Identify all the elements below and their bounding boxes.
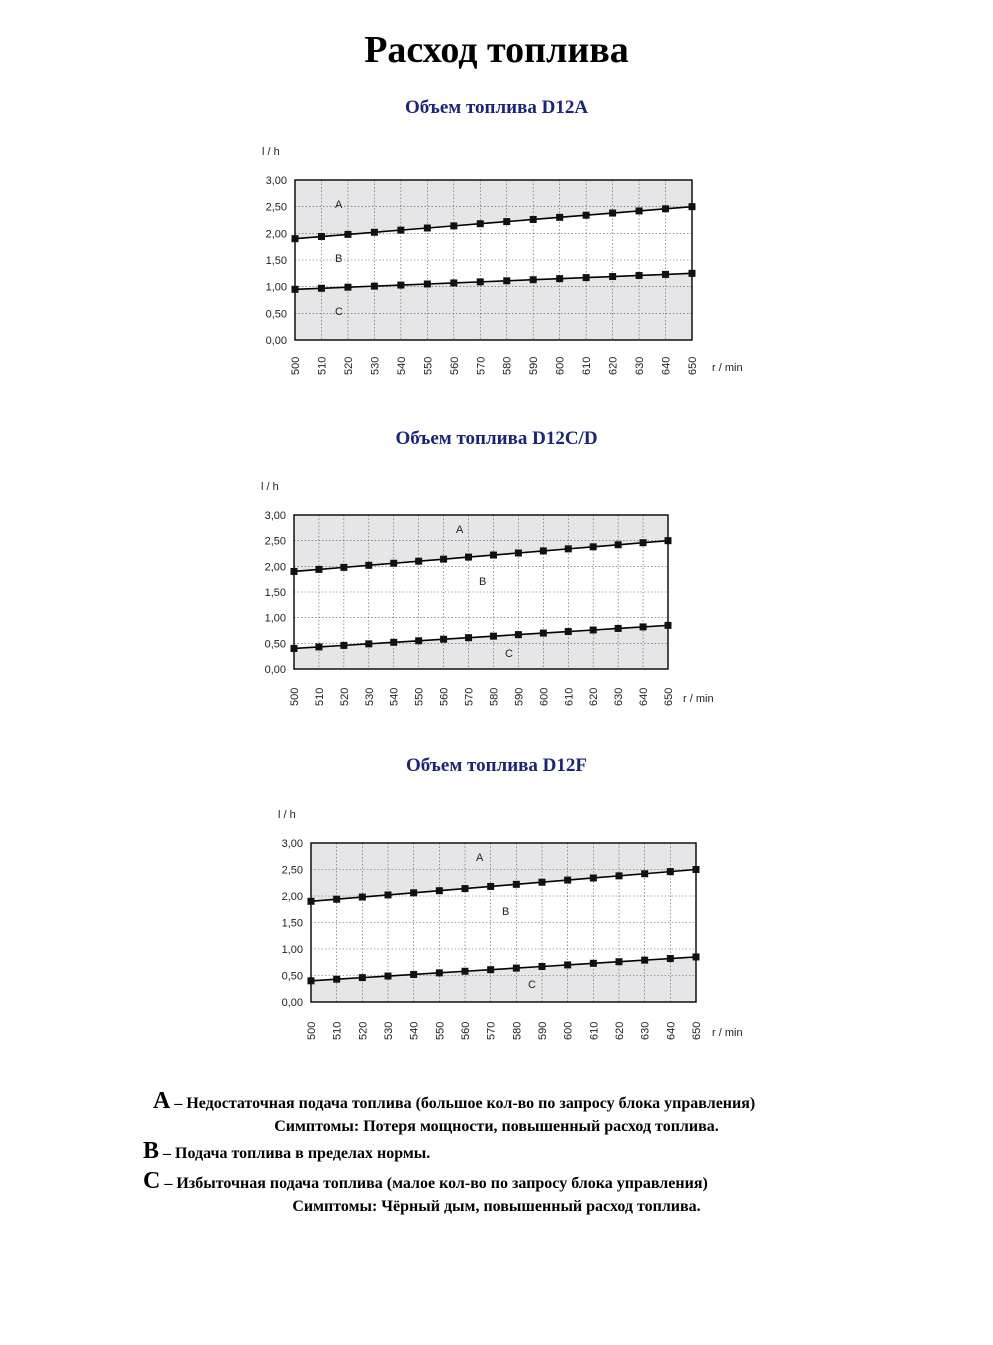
y-tick-label: 1,50 — [264, 587, 286, 599]
x-tick-label: 620 — [614, 1021, 626, 1040]
y-tick-label: 3,00 — [281, 838, 303, 850]
x-tick-label: 550 — [413, 687, 426, 706]
x-tick-label: 650 — [691, 1021, 703, 1040]
y-tick-label: 0,50 — [281, 970, 303, 983]
data-point-marker — [359, 894, 366, 901]
data-point-marker — [616, 872, 623, 879]
data-point-marker — [693, 866, 700, 873]
x-tick-label: 530 — [363, 687, 376, 706]
data-point-marker — [333, 896, 340, 903]
legend-b-letter: B — [143, 1138, 160, 1164]
region-label-c: C — [335, 306, 343, 318]
x-tick-label: 610 — [588, 1021, 601, 1040]
x-tick-label: 500 — [290, 356, 302, 375]
x-tick-label: 580 — [488, 687, 501, 706]
data-point-marker — [667, 955, 674, 962]
chart-title-d12a: Объем топлива D12A — [404, 97, 589, 118]
y-tick-label: 2,00 — [265, 228, 287, 241]
x-tick-label: 610 — [563, 687, 576, 706]
x-tick-label: 550 — [434, 1021, 447, 1040]
data-point-marker — [333, 976, 340, 983]
y-tick-label: 1,00 — [264, 612, 286, 625]
region-label-b: B — [479, 576, 487, 588]
x-tick-label: 570 — [463, 687, 476, 706]
data-point-marker — [410, 889, 417, 896]
x-axis-label: r / min — [712, 362, 743, 374]
x-tick-label: 630 — [613, 687, 626, 706]
y-tick-label: 0,50 — [264, 638, 286, 651]
region-label-c: C — [528, 979, 536, 991]
data-point-marker — [487, 966, 494, 973]
y-tick-label: 3,00 — [265, 175, 287, 187]
data-point-marker — [513, 881, 520, 888]
data-point-marker — [590, 960, 597, 967]
y-tick-label: 0,00 — [264, 664, 286, 676]
data-point-marker — [641, 870, 648, 877]
legend-b-text: – Подача топлива в пределах нормы. — [163, 1145, 431, 1162]
legend-c-letter: C — [143, 1168, 161, 1194]
y-axis-label: l / h — [262, 146, 280, 158]
region-label-b: B — [502, 906, 510, 918]
x-tick-label: 500 — [306, 1021, 318, 1040]
x-tick-label: 500 — [289, 687, 301, 706]
x-tick-label: 570 — [485, 1021, 498, 1040]
chart-title-d12f: Объем топлива D12F — [406, 755, 587, 776]
x-tick-label: 590 — [537, 1021, 549, 1040]
data-point-marker — [564, 961, 571, 968]
x-tick-label: 600 — [562, 1021, 575, 1040]
region-label-b: B — [335, 253, 343, 265]
x-axis-label: r / min — [712, 1027, 743, 1039]
region-label-a: A — [456, 524, 464, 536]
x-tick-label: 520 — [342, 356, 355, 375]
y-tick-label: 0,00 — [265, 335, 287, 347]
x-tick-label: 620 — [607, 356, 620, 375]
x-tick-label: 560 — [448, 356, 461, 375]
y-tick-label: 2,50 — [264, 535, 286, 548]
x-tick-label: 620 — [588, 687, 601, 706]
y-axis-label: l / h — [278, 809, 296, 821]
x-tick-label: 580 — [511, 1021, 524, 1040]
y-tick-label: 2,50 — [265, 201, 287, 214]
y-tick-label: 2,00 — [281, 891, 303, 903]
data-point-marker — [616, 958, 623, 965]
x-tick-label: 520 — [338, 687, 351, 706]
data-point-marker — [359, 974, 366, 981]
x-tick-label: 640 — [638, 687, 651, 706]
x-tick-label: 570 — [475, 356, 488, 375]
region-label-a: A — [476, 852, 484, 864]
legend-c-symptoms: Симптомы: Чёрный дым, повышенный расход топлива. — [292, 1198, 701, 1215]
x-tick-label: 530 — [383, 1021, 395, 1040]
y-tick-label: 0,00 — [281, 997, 303, 1009]
data-point-marker — [462, 968, 469, 975]
x-axis-label: r / min — [683, 693, 714, 705]
x-tick-label: 630 — [639, 1021, 652, 1040]
data-point-marker — [436, 887, 443, 894]
x-tick-label: 580 — [501, 356, 514, 375]
data-point-marker — [462, 885, 469, 892]
data-point-marker — [667, 868, 674, 875]
x-tick-label: 560 — [438, 687, 451, 706]
data-point-marker — [410, 971, 417, 978]
y-tick-label: 2,00 — [264, 561, 286, 574]
x-tick-label: 640 — [660, 356, 673, 375]
x-tick-label: 510 — [331, 1021, 344, 1040]
x-tick-label: 510 — [316, 356, 329, 375]
y-tick-label: 1,00 — [265, 281, 287, 294]
data-point-marker — [436, 969, 443, 976]
x-tick-label: 590 — [528, 356, 541, 375]
y-tick-label: 3,00 — [264, 510, 286, 522]
legend-a-symptoms: Симптомы: Потеря мощности, повышенный расход топлива. — [274, 1118, 719, 1135]
x-tick-label: 530 — [369, 356, 382, 375]
x-tick-label: 650 — [687, 356, 699, 375]
data-point-marker — [513, 965, 520, 972]
data-point-marker — [385, 891, 392, 898]
data-point-marker — [693, 953, 700, 960]
legend-a-text: – Недостаточная подача топлива (большое кол-во по запросу блока управления) — [174, 1095, 756, 1112]
x-tick-label: 540 — [408, 1021, 421, 1040]
region-label-c: C — [505, 648, 513, 660]
legend-a — [153, 1088, 755, 1115]
legend-c-text: – Избыточная подача топлива (малое кол-во по запросу блока управления) — [164, 1175, 708, 1192]
x-tick-label: 600 — [538, 687, 551, 706]
x-tick-label: 510 — [313, 687, 326, 706]
x-tick-label: 540 — [395, 356, 408, 375]
data-point-marker — [590, 874, 597, 881]
y-tick-label: 1,50 — [265, 255, 287, 267]
x-tick-label: 520 — [357, 1021, 370, 1040]
data-point-marker — [564, 877, 571, 884]
x-tick-label: 610 — [581, 356, 594, 375]
y-tick-label: 2,50 — [281, 864, 303, 877]
x-tick-label: 590 — [513, 687, 526, 706]
x-tick-label: 640 — [665, 1021, 678, 1040]
data-point-marker — [539, 879, 546, 886]
y-tick-label: 1,00 — [281, 944, 303, 956]
chart-title-d12cd: Объем топлива D12C/D — [395, 428, 598, 449]
x-tick-label: 600 — [554, 356, 567, 375]
legend-a-letter: A — [153, 1088, 171, 1114]
data-point-marker — [385, 973, 392, 980]
x-tick-label: 560 — [460, 1021, 472, 1040]
y-axis-label: l / h — [261, 481, 279, 493]
y-tick-label: 1,50 — [281, 917, 303, 930]
data-point-marker — [487, 883, 494, 890]
legend-b — [143, 1138, 430, 1165]
region-label-a: A — [335, 199, 343, 211]
data-point-marker — [641, 957, 648, 964]
x-tick-label: 650 — [663, 687, 675, 706]
data-point-marker — [308, 977, 315, 984]
page-title: Расход топлива — [364, 29, 629, 71]
x-tick-label: 550 — [422, 356, 435, 375]
x-tick-label: 540 — [388, 687, 401, 706]
data-point-marker — [308, 898, 315, 905]
y-tick-label: 0,50 — [265, 308, 287, 321]
legend-c — [143, 1168, 708, 1195]
x-tick-label: 630 — [634, 356, 647, 375]
data-point-marker — [539, 963, 546, 970]
